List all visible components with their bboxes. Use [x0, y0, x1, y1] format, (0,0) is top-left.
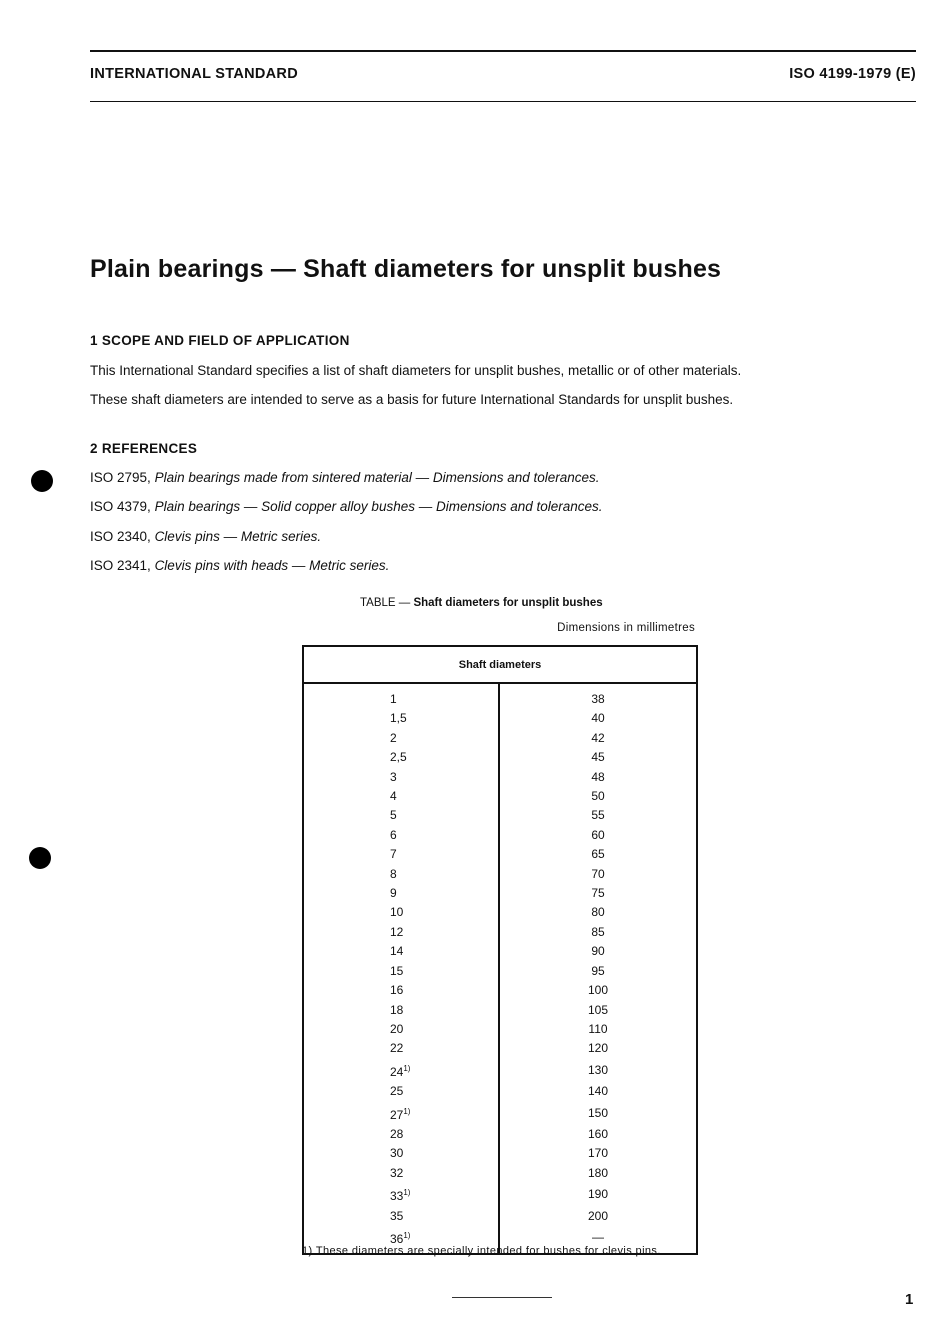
- diameter-cell-left: [303, 1020, 499, 1039]
- reference-number: ISO 2340,: [90, 529, 151, 544]
- diameter-cell-left: [303, 942, 499, 961]
- scope-paragraph: These shaft diameters are intended to serve as a basis for future International Standards for unsplit bushes.: [90, 392, 734, 407]
- table-row: [303, 1020, 697, 1039]
- table-row: [303, 981, 697, 1000]
- table-row: [303, 683, 697, 709]
- diameter-value: 6: [390, 827, 397, 842]
- diameter-value: 28: [390, 1126, 404, 1141]
- footnote-marker: 1): [403, 1230, 411, 1240]
- table-row: [303, 1125, 697, 1144]
- diameter-value: 36: [390, 1231, 404, 1246]
- diameter-cell-left: [303, 962, 499, 981]
- table-caption-prefix: TABLE —: [360, 597, 414, 609]
- diameter-cell-left: [303, 923, 499, 942]
- diameter-cell-left: [303, 768, 499, 787]
- diameter-cell-right: 60: [591, 827, 605, 842]
- table-caption: [360, 597, 603, 609]
- diameter-value: 7: [390, 847, 397, 862]
- section-heading-references: 2 REFERENCES: [90, 441, 198, 456]
- diameter-cell-right: 120: [587, 1041, 609, 1056]
- diameter-cell-right: 40: [591, 711, 605, 726]
- page-number: 1: [905, 1291, 914, 1308]
- diameter-cell-right: 65: [591, 847, 605, 862]
- header-standard-type: INTERNATIONAL STANDARD: [90, 66, 298, 82]
- diameter-cell-left: [303, 787, 499, 806]
- diameter-value: 27: [390, 1107, 404, 1122]
- diameter-value: 1,5: [390, 711, 407, 726]
- table-units-note: Dimensions in millimetres: [557, 622, 695, 634]
- diameter-cell-left: [303, 729, 499, 748]
- diameter-cell-right: 190: [587, 1187, 609, 1202]
- diameter-cell-left: [303, 1207, 499, 1226]
- table-row: [303, 709, 697, 728]
- table-row: [303, 1144, 697, 1163]
- punch-hole-mark: [31, 470, 53, 492]
- table-row: [303, 1059, 697, 1082]
- table-row: [303, 748, 697, 767]
- reference-title: Plain bearings made from sintered material — Dimensions and tolerances.: [154, 470, 600, 485]
- diameter-cell-right: 110: [588, 1021, 608, 1036]
- reference-title: Clevis pins — Metric series.: [154, 529, 322, 544]
- diameter-value: 4: [390, 789, 397, 804]
- diameter-cell-right: 140: [587, 1084, 609, 1099]
- table-row: [303, 1183, 697, 1206]
- table-row: [303, 962, 697, 981]
- diameter-cell-right: 170: [587, 1146, 609, 1161]
- document-title: Plain bearings — Shaft diameters for unsplit bushes: [90, 255, 722, 283]
- table-row: [303, 942, 697, 961]
- diameter-value: 22: [390, 1041, 404, 1056]
- diameter-cell-right: 45: [591, 750, 605, 765]
- diameter-cell-left: [303, 981, 499, 1000]
- diameter-cell-right: 150: [587, 1105, 609, 1120]
- diameter-value: 8: [390, 866, 397, 881]
- diameter-cell-right: 85: [591, 924, 605, 939]
- table-row: [303, 1082, 697, 1101]
- diameter-value: 20: [390, 1021, 404, 1036]
- footnote-marker: 1): [403, 1106, 411, 1116]
- diameter-cell-left: [303, 1059, 499, 1082]
- diameter-value: 1: [390, 692, 397, 706]
- diameter-value: 10: [390, 905, 404, 920]
- diameter-cell-left: [303, 1001, 499, 1020]
- diameter-cell-right: 38: [591, 692, 605, 706]
- table-row: [303, 845, 697, 864]
- table-caption-title: Shaft diameters for unsplit bushes: [413, 597, 603, 609]
- diameter-cell-right: 105: [587, 1002, 609, 1017]
- diameter-value: 3: [390, 769, 397, 784]
- diameter-value: 16: [390, 983, 404, 998]
- table-header: Shaft diameters: [303, 646, 697, 683]
- table-row: [303, 787, 697, 806]
- diameter-cell-right: 90: [591, 944, 605, 959]
- diameter-cell-left: [303, 1164, 499, 1183]
- diameter-value: 25: [390, 1084, 404, 1099]
- footnote-marker: 1): [403, 1188, 411, 1198]
- diameter-cell-left: [303, 1183, 499, 1206]
- table-row: [303, 865, 697, 884]
- diameter-value: 12: [390, 924, 404, 939]
- table-row: [303, 903, 697, 922]
- header-rule: [90, 101, 916, 102]
- table-row: [303, 1102, 697, 1125]
- diameter-cell-right: 95: [591, 963, 605, 978]
- diameter-cell-left: [303, 845, 499, 864]
- diameter-cell-right: 70: [591, 866, 605, 881]
- diameter-cell-left: [303, 1082, 499, 1101]
- table-row: [303, 826, 697, 845]
- diameter-cell-left: [303, 865, 499, 884]
- diameter-cell-right: 200: [587, 1208, 609, 1223]
- diameter-cell-right: 55: [591, 808, 605, 823]
- footnote-marker: 1): [403, 1063, 411, 1073]
- diameter-cell-left: [303, 748, 499, 767]
- top-rule: [90, 50, 916, 52]
- reference-number: ISO 2795,: [90, 470, 151, 485]
- table-row: [303, 729, 697, 748]
- diameter-cell-right: 160: [587, 1126, 609, 1141]
- diameter-cell-left: [303, 683, 499, 709]
- diameter-value: 9: [390, 886, 397, 901]
- diameter-cell-right: 180: [587, 1165, 609, 1180]
- footer-rule: [452, 1297, 552, 1298]
- table-row: [303, 1039, 697, 1058]
- diameter-cell-right: 80: [591, 905, 605, 920]
- diameter-value: 2: [390, 730, 397, 745]
- diameter-cell-right: —: [592, 1229, 604, 1244]
- table-row: [303, 1164, 697, 1183]
- diameter-cell-right: 130: [587, 1062, 609, 1077]
- table-footnote: 1) These diameters are specially intended for bushes for clevis pins.: [302, 1245, 661, 1257]
- reference-title: Plain bearings — Solid copper alloy bushes — Dimensions and tolerances.: [154, 499, 603, 514]
- diameter-cell-right: 75: [591, 886, 605, 901]
- table-row: [303, 923, 697, 942]
- diameter-cell-left: [303, 884, 499, 903]
- diameter-cell-right: 100: [587, 983, 609, 998]
- diameter-cell-right: 42: [591, 730, 605, 745]
- diameter-cell-left: [303, 1144, 499, 1163]
- table-row: [303, 768, 697, 787]
- reference-number: ISO 4379,: [90, 499, 151, 514]
- shaft-diameters-table: [302, 645, 698, 1255]
- table-row: [303, 1207, 697, 1226]
- diameter-cell-left: [303, 903, 499, 922]
- diameter-cell-left: [303, 826, 499, 845]
- punch-hole-mark: [29, 847, 51, 869]
- table-row: [303, 806, 697, 825]
- reference-title: Clevis pins with heads — Metric series.: [154, 558, 390, 573]
- section-heading-scope: 1 SCOPE AND FIELD OF APPLICATION: [90, 333, 350, 348]
- header-standard-number: ISO 4199-1979 (E): [789, 66, 916, 82]
- diameter-value: 2,5: [390, 750, 407, 765]
- table-row: [303, 884, 697, 903]
- diameter-value: 5: [390, 808, 397, 823]
- diameter-value: 14: [390, 944, 404, 959]
- diameter-cell-right: 50: [591, 789, 605, 804]
- diameter-cell-left: [303, 1039, 499, 1058]
- diameter-cell-left: [303, 709, 499, 728]
- diameter-cell-left: [303, 1125, 499, 1144]
- diameter-value: 32: [390, 1165, 404, 1180]
- diameter-cell-left: [303, 806, 499, 825]
- diameter-value: 33: [390, 1189, 404, 1204]
- diameter-value: 35: [390, 1208, 404, 1223]
- reference-item: [90, 499, 603, 514]
- diameter-cell-right: 48: [591, 769, 605, 784]
- reference-number: ISO 2341,: [90, 558, 151, 573]
- table-row: [303, 1001, 697, 1020]
- diameter-cell-left: [303, 1102, 499, 1125]
- diameter-value: 30: [390, 1146, 404, 1161]
- diameter-value: 18: [390, 1002, 404, 1017]
- reference-item: [90, 558, 389, 573]
- reference-item: [90, 529, 321, 544]
- diameter-value: 24: [390, 1064, 404, 1079]
- diameter-value: 15: [390, 963, 404, 978]
- reference-item: [90, 470, 600, 485]
- scope-paragraph: This International Standard specifies a list of shaft diameters for unsplit bushes, metallic or of other materials.: [90, 363, 742, 378]
